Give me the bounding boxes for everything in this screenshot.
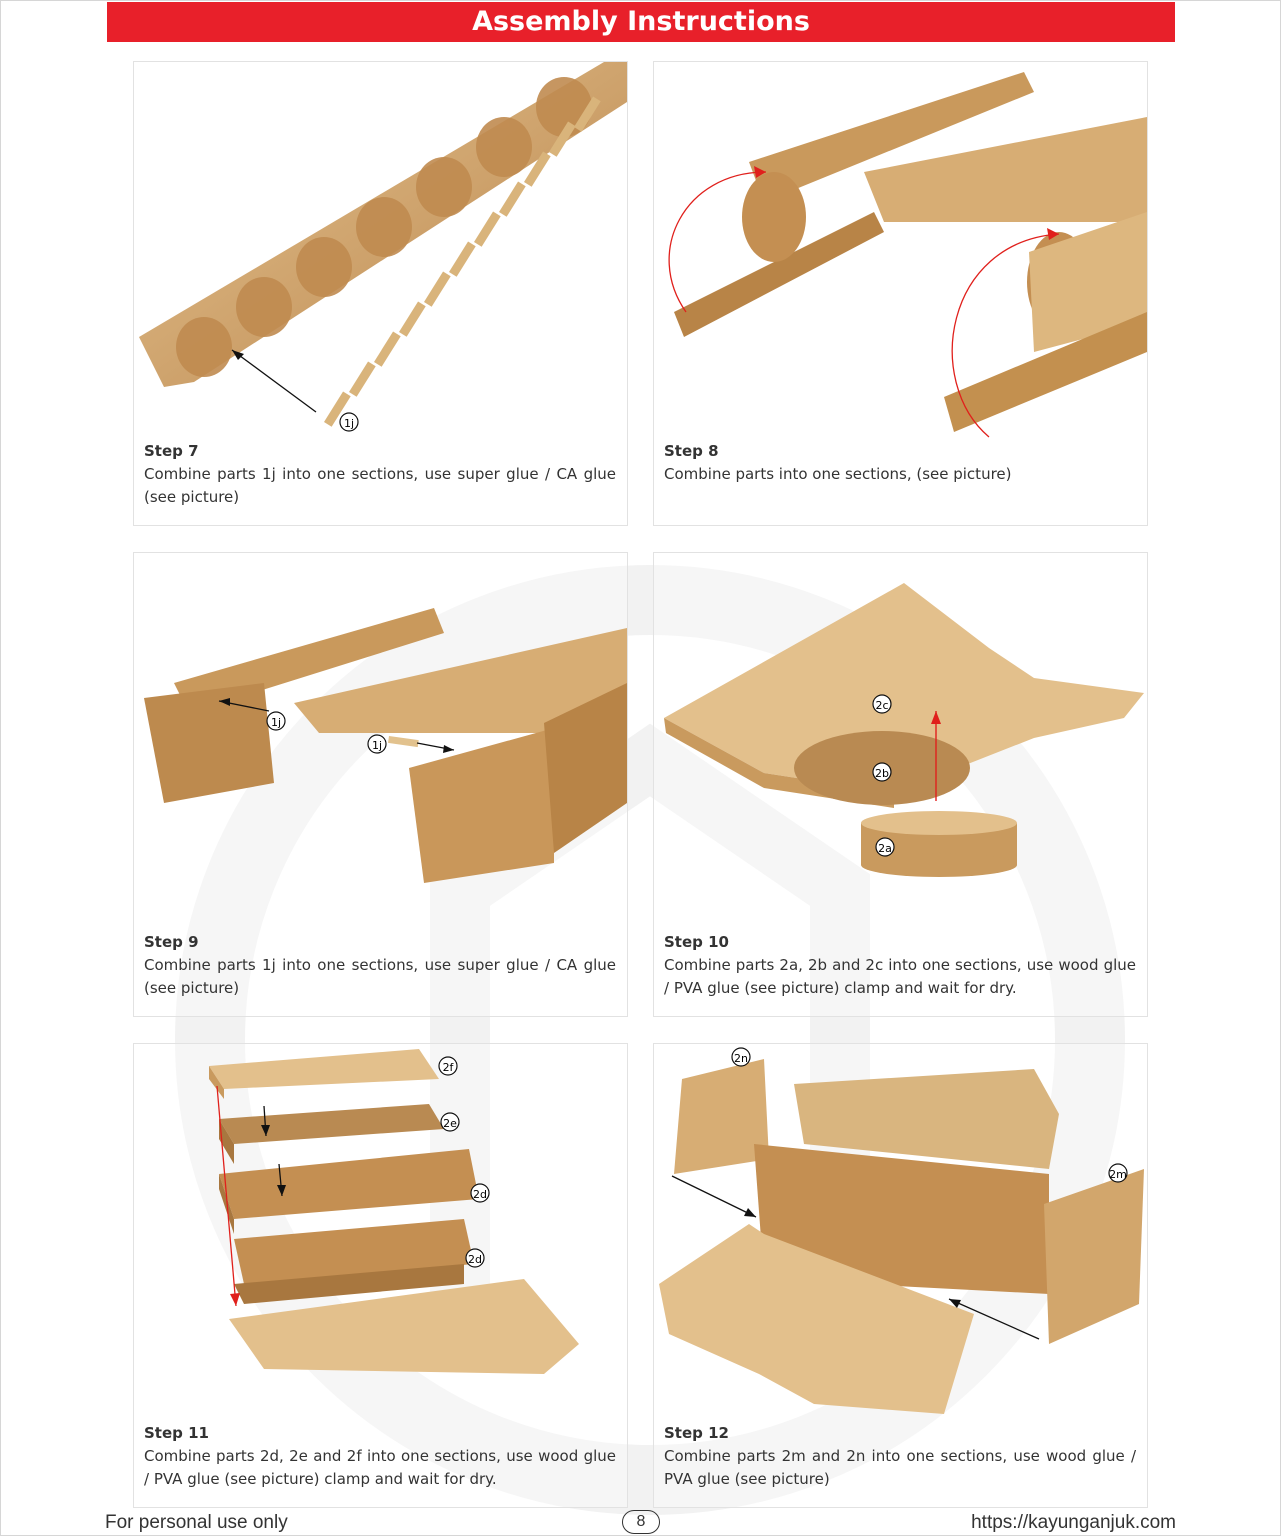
- step-description: Combine parts 2a, 2b and 2c into one sections, use wood glue / PVA glue (see picture) clamp and wait for dry.: [664, 956, 1136, 997]
- step-title: Step 12: [664, 1424, 729, 1442]
- footer-website-link[interactable]: https://kayunganjuk.com: [971, 1512, 1176, 1533]
- part-label: 1j: [343, 417, 355, 430]
- step-title: Step 8: [664, 442, 719, 460]
- step-7-illustration: [134, 62, 627, 442]
- step-11-illustration: [134, 1044, 627, 1424]
- step-description: Combine parts 2d, 2e and 2f into one sections, use wood glue / PVA glue (see picture) clamp and wait for dry.: [144, 1447, 616, 1488]
- part-label: 2c: [875, 699, 889, 712]
- step-title: Step 7: [144, 442, 199, 460]
- part-label: 2n: [734, 1052, 748, 1065]
- step-10-illustration: [654, 553, 1147, 933]
- step-8-illustration: [654, 62, 1147, 442]
- step-description: Combine parts 1j into one sections, use super glue / CA glue (see picture): [144, 465, 616, 506]
- part-label: 2d: [473, 1188, 487, 1201]
- step-title: Step 10: [664, 933, 729, 951]
- part-label: 2b: [875, 767, 889, 780]
- step-7-card: [133, 61, 628, 526]
- step-description: Combine parts 1j into one sections, use super glue / CA glue (see picture): [144, 956, 616, 997]
- footer-disclaimer: For personal use only: [105, 1512, 288, 1533]
- part-label: 2e: [443, 1117, 457, 1130]
- step-8-card: [653, 61, 1148, 526]
- part-label: 2m: [1109, 1168, 1127, 1181]
- step-11-card: [133, 1043, 628, 1508]
- part-label: 1j: [371, 739, 383, 752]
- step-title: Step 9: [144, 933, 199, 951]
- step-title: Step 11: [144, 1424, 209, 1442]
- step-9-illustration: [134, 553, 627, 933]
- part-label: 2a: [878, 842, 892, 855]
- step-12-illustration: [654, 1044, 1147, 1424]
- page-number: 8: [622, 1510, 660, 1534]
- part-label: 2f: [442, 1061, 454, 1074]
- step-description: Combine parts 2m and 2n into one sections, use wood glue / PVA glue (see picture): [664, 1447, 1136, 1488]
- page-title: Assembly Instructions: [107, 2, 1175, 42]
- part-label: 1j: [270, 716, 282, 729]
- step-9-card: [133, 552, 628, 1017]
- step-10-card: [653, 552, 1148, 1017]
- part-label: 2d: [468, 1253, 482, 1266]
- step-description: Combine parts into one sections, (see picture): [664, 465, 1012, 483]
- step-12-card: [653, 1043, 1148, 1508]
